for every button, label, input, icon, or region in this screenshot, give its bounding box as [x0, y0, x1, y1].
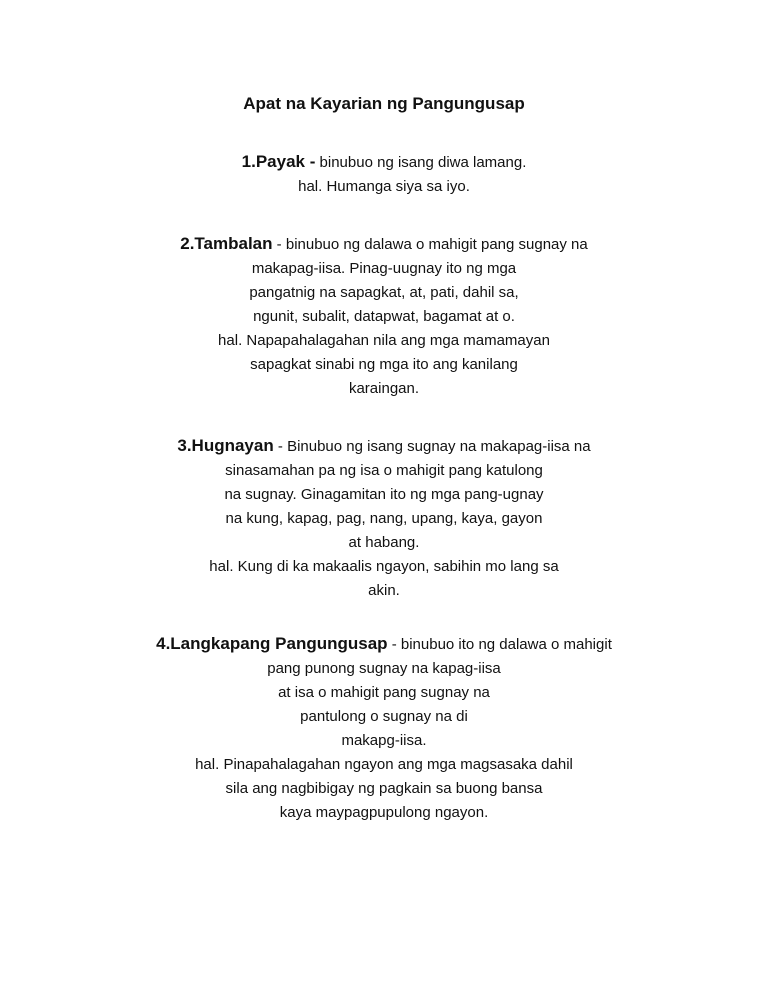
- example-line: hal. Pinapahalagahan ngayon ang mga magsasaka dahil: [195, 756, 573, 773]
- section-heading-line: [0, 232, 768, 257]
- section-payak: [0, 150, 768, 199]
- definition-text: binubuo ng isang diwa lamang.: [315, 154, 527, 171]
- text-line: sapagkat sinabi ng mga ito ang kanilang: [250, 356, 518, 373]
- text-line: makapg-iisa.: [341, 732, 427, 749]
- text-line: na sugnay. Ginagamitan ito ng mga pang-ugnay: [224, 486, 544, 503]
- term-hugnayan: 3.Hugnayan: [177, 436, 274, 455]
- text-line: karaingan.: [348, 380, 420, 397]
- text-line: akin.: [368, 582, 400, 599]
- example-line: hal. Humanga siya sa iyo.: [298, 178, 470, 195]
- text-line: sinasamahan pa ng isa o mahigit pang katulong: [225, 462, 543, 479]
- definition-text: - binubuo ng dalawa o mahigit pang sugnay na: [272, 236, 588, 253]
- term-langkapan: 4.Langkapang Pangungusap: [156, 634, 388, 653]
- section-heading-line: [0, 434, 768, 459]
- text-line: ngunit, subalit, datapwat, bagamat at o.: [253, 308, 515, 325]
- text-line: makapag-iisa. Pinag-uugnay ito ng mga: [251, 260, 517, 277]
- section-langkapan: [0, 632, 768, 825]
- text-line: kaya maypagpupulong ngayon.: [279, 804, 489, 821]
- text-line: pangatnig na sapagkat, at, pati, dahil sa,: [249, 284, 519, 301]
- term-tambalan: 2.Tambalan: [180, 234, 273, 253]
- section-heading-line: [0, 150, 768, 175]
- document-title: Apat na Kayarian ng Pangungusap: [243, 94, 525, 113]
- definition-text: - binubuo ito ng dalawa o mahigit: [387, 636, 612, 653]
- section-hugnayan: [0, 434, 768, 603]
- example-line: hal. Kung di ka makaalis ngayon, sabihin mo lang sa: [209, 558, 559, 575]
- section-tambalan: [0, 232, 768, 401]
- text-line: pantulong o sugnay na di: [300, 708, 468, 725]
- text-line: at habang.: [348, 534, 420, 551]
- text-line: pang punong sugnay na kapag-iisa: [267, 660, 501, 677]
- definition-text: - Binubuo ng isang sugnay na makapag-iisa na: [273, 438, 591, 455]
- example-line: hal. Napapahalagahan nila ang mga mamamayan: [218, 332, 550, 349]
- section-heading-line: [0, 632, 768, 657]
- text-line: na kung, kapag, pag, nang, upang, kaya, gayon: [225, 510, 543, 527]
- term-payak: 1.Payak -: [241, 152, 316, 171]
- text-line: sila ang nagbibigay ng pagkain sa buong bansa: [225, 780, 543, 797]
- text-line: at isa o mahigit pang sugnay na: [278, 684, 490, 701]
